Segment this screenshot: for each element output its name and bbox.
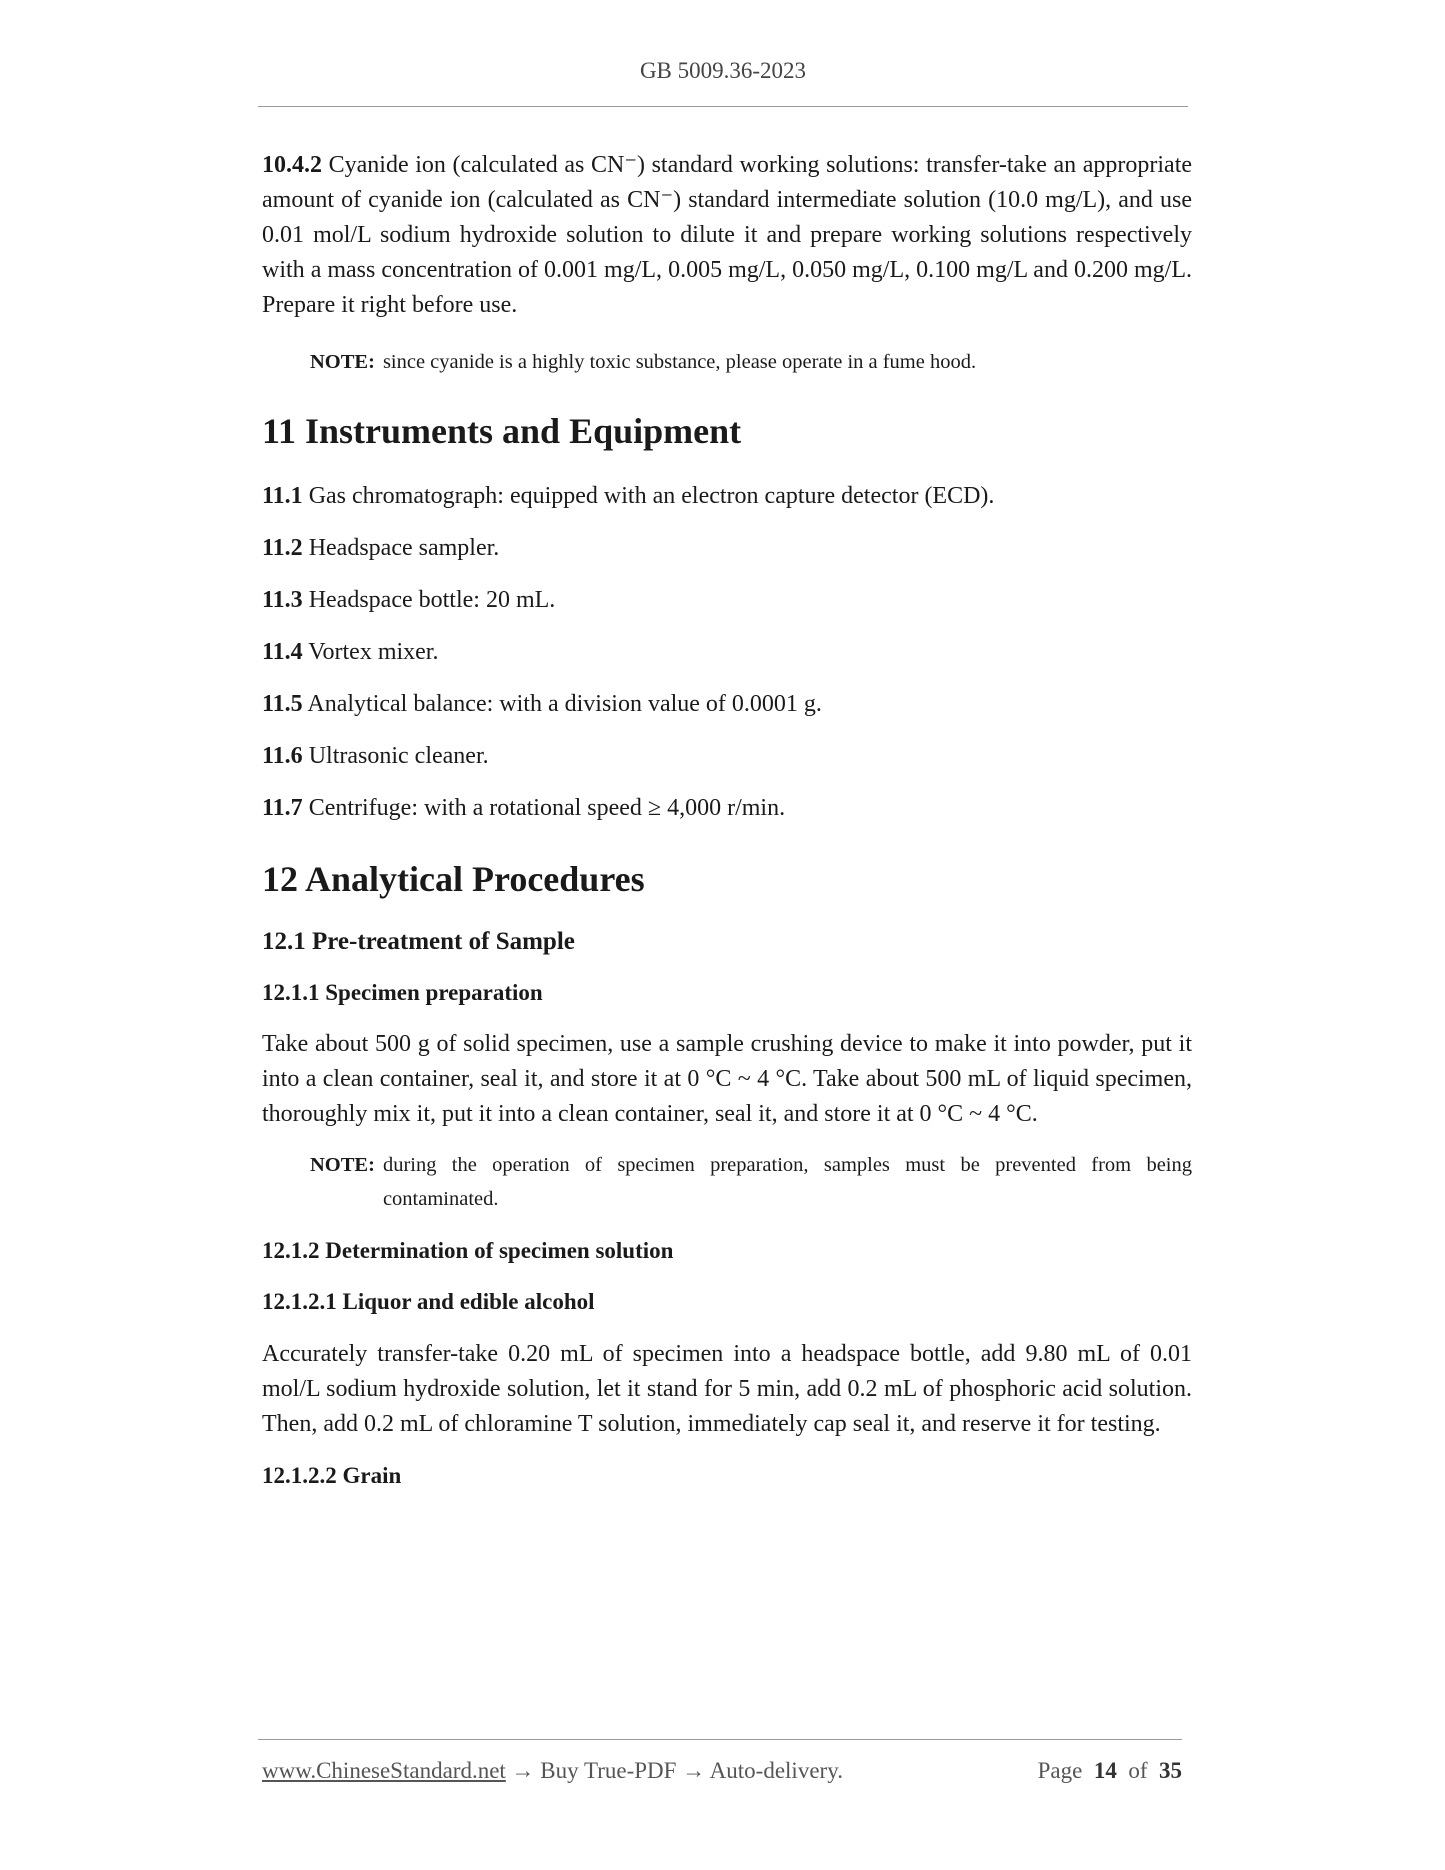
clause-text: Analytical balance: with a division value of 0.0001 g. [307,691,822,717]
clause-number: 11.4 [262,639,303,665]
item-11-3 [262,583,1192,618]
chinese-standard-link[interactable]: www.ChineseStandard.net [262,1758,506,1783]
section-11-title: 11 Instruments and Equipment [262,411,742,451]
subsection-12-1-1-title: 12.1.1 Specimen preparation [262,980,543,1005]
clause-text: Vortex mixer. [308,639,439,665]
paragraph-10-4-2 [262,148,1192,323]
item-11-1 [262,479,1192,514]
note-text: during the operation of specimen preparation, samples must be prevented from being contaminated. [382,1154,1192,1210]
page-of-label: of [1128,1758,1148,1783]
item-11-7 [262,791,1192,826]
arrow-icon: → [682,1758,706,1783]
header-divider [258,106,1188,107]
item-11-2 [262,531,1192,566]
clause-text: Centrifuge: with a rotational speed ≥ 4,000 r/min. [308,795,786,821]
clause-number: 11.6 [262,743,303,769]
clause-text: Headspace sampler. [308,535,500,561]
clause-number: 11.3 [262,587,303,613]
subsection-12-1-2-2-title: 12.1.2.2 Grain [262,1463,402,1488]
footer-left [262,1758,843,1784]
clause-number: 10.4.2 [262,152,322,178]
page-total: 35 [1159,1758,1182,1783]
section-12-title: 12 Analytical Procedures [262,859,645,899]
clause-text: Gas chromatograph: equipped with an electron capture detector (ECD). [308,483,995,509]
page-footer [262,1758,1182,1784]
note-text: since cyanide is a highly toxic substance, please operate in a fume hood. [382,351,977,373]
page-header: GB 5009.36-2023 [639,58,807,83]
arrow-icon: → [511,1758,535,1783]
clause-number: 11.1 [262,483,303,509]
item-11-5 [262,687,1192,722]
paragraph-12-1-2-1: Accurately transfer-take 0.20 mL of specimen into a headspace bottle, add 9.80 mL of 0.01 mol/L sodium hydroxide solution, let it stand for 5 min, add 0.2 mL of phosphoric acid solution. Then, add 0.2 mL of chloramine T solution, immediately cap seal it, and reserve it for testing. [262,1341,1192,1437]
subsection-12-1-2-title: 12.1.2 Determination of specimen solution [262,1238,674,1263]
subsection-12-1-title: 12.1 Pre-treatment of Sample [262,928,575,955]
paragraph-12-1-1: Take about 500 g of solid specimen, use a sample crushing device to make it into powder, put it into a clean container, seal it, and store it at 0 °C ~ 4 °C. Take about 500 mL of liquid specimen, thoroughly mix it, put it into a clean container, seal it, and store it at 0 °C ~ 4 °C. [262,1031,1192,1127]
footer-divider [258,1739,1182,1740]
page-label: Page [1037,1758,1083,1783]
clause-text: Headspace bottle: 20 mL. [308,587,556,613]
clause-text: Cyanide ion (calculated as CN⁻) standard working solutions: transfer-take an appropriate amount of cyanide ion (calculated as CN⁻) standard intermediate solution (10.0 mg/L), and use 0.01 mol/L sodium hydroxide solution to dilute it and prepare working solutions respectively with a mass concentration of 0.001 mg/L, 0.005 mg/L, 0.050 mg/L, 0.100 mg/L and 0.200 mg/L. Prepare it right before use. [262,152,1193,318]
item-11-4 [262,635,1192,670]
document-body [262,148,1192,1493]
subsection-12-1-2-1-title: 12.1.2.1 Liquor and edible alcohol [262,1289,595,1314]
clause-number: 11.5 [262,691,303,717]
note-label: NOTE: [310,351,375,373]
buy-true-pdf-text: Buy True-PDF [540,1758,677,1783]
clause-number: 11.2 [262,535,303,561]
note-fume-hood [310,345,1192,379]
auto-delivery-text: Auto-delivery. [709,1758,843,1783]
note-contamination [310,1148,1192,1216]
clause-number: 11.7 [262,795,303,821]
note-label: NOTE: [310,1154,375,1176]
page-number [1038,1758,1182,1784]
page-current: 14 [1093,1758,1117,1783]
item-11-6 [262,739,1192,774]
clause-text: Ultrasonic cleaner. [308,743,489,769]
